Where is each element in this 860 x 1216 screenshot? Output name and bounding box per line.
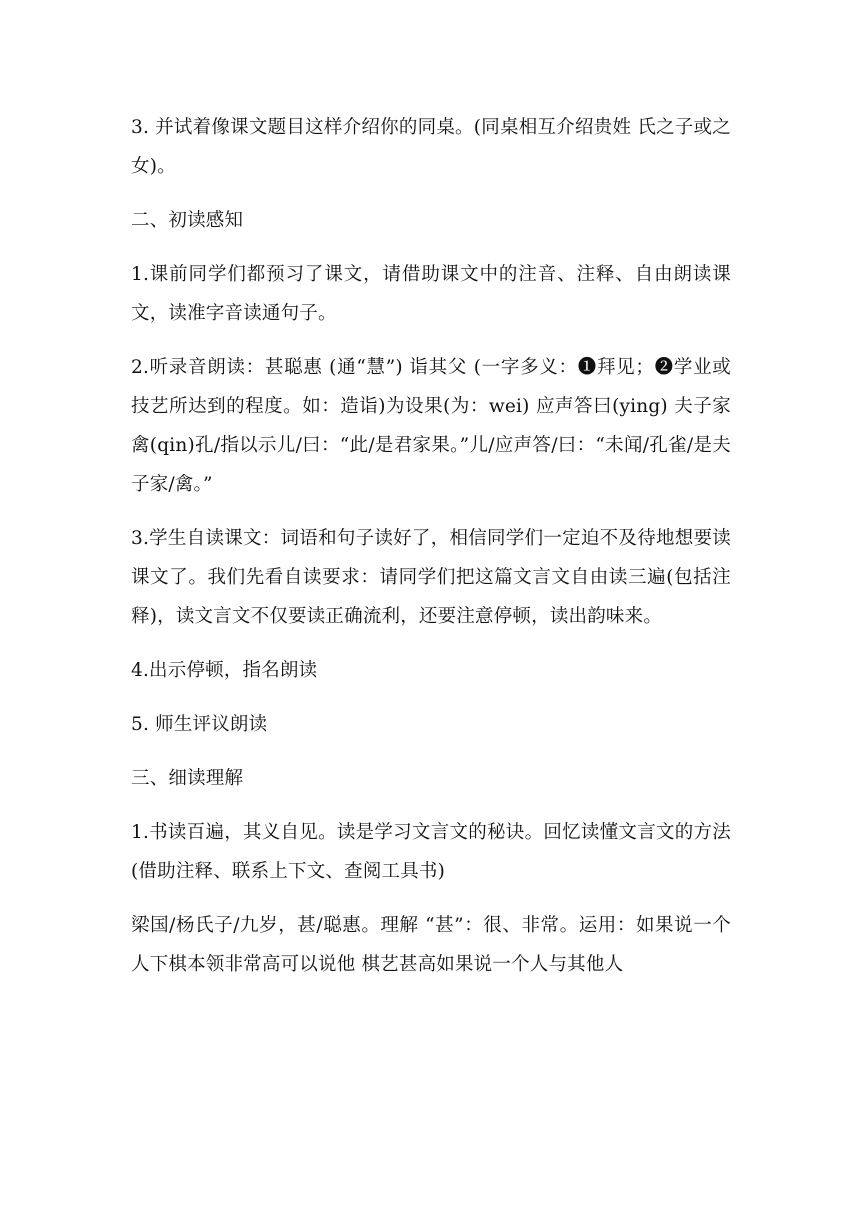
- paragraph-text-analysis: 梁国/杨氏子/九岁，甚/聪惠。理解 “甚”：很、非常。运用：如果说一个人下棋本领非常高可以说他 棋艺甚高如果说一个人与其他人: [131, 915, 731, 975]
- paragraph-reading-method: 1.书读百遍，其义自见。读是学习文言文的秘诀。回忆读懂文言文的方法(借助注释、联系上下文、查阅工具书): [131, 822, 731, 882]
- paragraph-self-reading: 3.学生自读课文：词语和句子读好了，相信同学们一定迫不及待地想要读课文了。我们先看自读要求：请同学们把这篇文言文自由读三遍(包括注释)，读文言文不仅要读正确流利，还要注意停顿，读出韵味来。: [131, 528, 731, 627]
- paragraph-intro-classmate: 3. 并试着像课文题目这样介绍你的同桌。(同桌相互介绍贵姓 氏之子或之女)。: [131, 117, 731, 177]
- section-heading-close-reading: 三、细读理解: [131, 768, 244, 789]
- paragraph-preview-reading: 1.课前同学们都预习了课文，请借助课文中的注音、注释、自由朗读课文，读准字音读通句子。: [131, 264, 731, 324]
- section-heading-first-reading: 二、初读感知: [131, 210, 244, 231]
- document-body: [131, 108, 731, 999]
- paragraph-listen-recording: 2.听录音朗读：甚聪惠 (通“慧”) 诣其父 (一字多义：❶拜见；❷学业或技艺所达到的程度。如：造诣)为设果(为：wei) 应声答曰(ying) 夫子家禽(qin)孔/指以示儿/曰：“此/是君家果。”儿/应声答/曰：“未闻/孔雀/是夫子家/禽。”: [131, 357, 731, 495]
- paragraph-evaluate-reading: 5. 师生评议朗读: [131, 714, 268, 735]
- paragraph-show-pauses: 4.出示停顿，指名朗读: [131, 660, 318, 681]
